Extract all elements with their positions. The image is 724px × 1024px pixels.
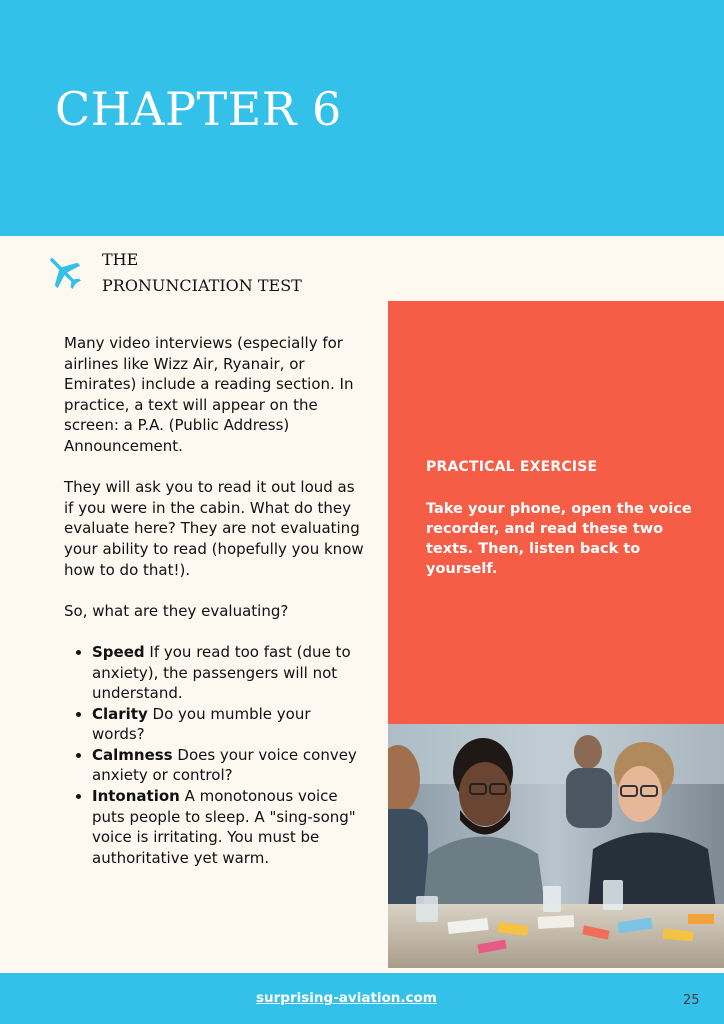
page-footer [0, 973, 724, 1024]
practical-exercise-box [388, 301, 724, 724]
criterion-term: Intonation [92, 787, 180, 806]
list-item [92, 745, 366, 786]
criterion-text: If you read too fast (due to anxiety), the passengers will not understand. [92, 642, 351, 703]
section-title-line2: PRONUNCIATION TEST [102, 276, 302, 295]
list-item [92, 786, 366, 868]
chapter-header [0, 0, 724, 236]
exercise-heading: PRACTICAL EXERCISE [426, 459, 598, 475]
page-number: 25 [683, 993, 700, 1008]
website-link[interactable]: surprising-aviation.com [256, 990, 437, 1006]
exercise-text: Take your phone, open the voice recorder, and read these two texts. Then, listen back to yourself. [426, 501, 692, 577]
list-item [92, 642, 366, 704]
section-title-line1: THE [102, 250, 139, 269]
criterion-text: A monotonous voice puts people to sleep. A "sing-song" voice is irritating. You must be authoritative yet warm. [92, 787, 356, 867]
evaluation-paragraph: They will ask you to read it out loud as if you were in the cabin. What do they evaluate here? They are not evaluating your ability to read (hopefully you know how to do that!). [64, 478, 364, 579]
criterion-text: Do you mumble your words? [92, 704, 311, 744]
section-title [102, 247, 302, 299]
criterion-term: Speed [92, 642, 145, 661]
team-photo [388, 724, 724, 968]
question-paragraph: So, what are they evaluating? [64, 601, 289, 620]
intro-paragraph: Many video interviews (especially for airlines like Wizz Air, Ryanair, or Emirates) include a reading section. In practice, a text will appear on the screen: a P.A. (Public Address) Announcement. [64, 334, 354, 455]
criteria-list [64, 642, 366, 869]
body-text [64, 333, 366, 868]
chapter-title: CHAPTER 6 [55, 82, 342, 136]
criterion-text: Does your voice convey anxiety or control? [92, 745, 357, 785]
airplane-icon [44, 252, 84, 292]
criterion-term: Clarity [92, 704, 148, 723]
list-item [92, 704, 366, 745]
criterion-term: Calmness [92, 745, 173, 764]
